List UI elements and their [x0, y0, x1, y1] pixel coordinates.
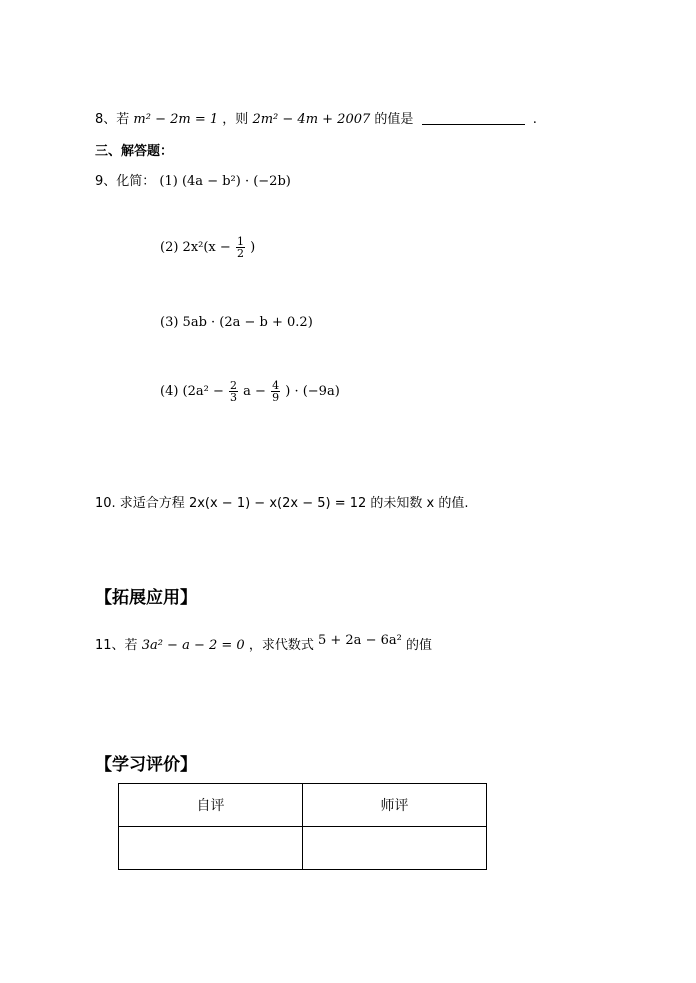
question-10: 10. 求适合方程 2x(x − 1) − x(2x − 5) = 12 的未知数 x 的值. [95, 496, 469, 511]
evaluation-table [118, 783, 487, 870]
q9-p4-denominator-1: 3 [230, 391, 238, 404]
q8-expression: 2m² − 4m + 2007 [252, 112, 371, 127]
q11-prefix: 11、若 [95, 638, 138, 653]
teacher-evaluation-cell[interactable] [303, 827, 487, 870]
table-header-row [119, 784, 487, 827]
question-8 [95, 108, 537, 127]
question-9 [95, 170, 291, 189]
q9-part-2-pre: (2) 2x²(x − [160, 240, 231, 255]
teacher-evaluation-header: 师评 [303, 784, 487, 827]
q8-prefix: 8、若 [95, 112, 130, 127]
q11-condition: 3a² − a − 2 = 0 [141, 638, 245, 653]
q9-part-2 [160, 236, 255, 259]
q9-part-4 [160, 380, 340, 403]
q9-part-3: (3) 5ab · (2a − b + 0.2) [160, 315, 313, 330]
self-evaluation-cell[interactable] [119, 827, 303, 870]
section-evaluation-title: 【学习评价】 [95, 755, 197, 775]
q8-answer-blank[interactable] [422, 124, 525, 125]
q8-suffix: 的值是 [374, 112, 414, 127]
q9-part-4-post: ) · (−9a) [285, 384, 340, 399]
q9-part-4-mid: a − [243, 384, 266, 399]
section-3-title: 三、解答题： [95, 144, 174, 159]
question-11 [95, 634, 432, 653]
q11-expression: 5 + 2a − 6a² [317, 633, 402, 648]
self-evaluation-header: 自评 [119, 784, 303, 827]
q9-part-4-pre: (4) (2a² − [160, 384, 224, 399]
q8-condition: m² − 2m = 1 [133, 112, 219, 127]
q9-part-2-post: ) [250, 240, 256, 255]
fraction-two-thirds [229, 380, 238, 403]
fraction-four-ninths [271, 380, 280, 403]
fraction-one-half [236, 236, 245, 259]
q11-mid: ，求代数式 [248, 638, 314, 653]
q11-suffix: 的值 [405, 638, 432, 653]
section-extension-title: 【拓展应用】 [95, 588, 197, 608]
q9-p4-denominator-2: 9 [272, 391, 280, 404]
q8-mid: ，则 [222, 112, 249, 127]
q9-p2-numerator: 1 [236, 235, 244, 248]
table-row [119, 827, 487, 870]
q9-p2-denominator: 2 [236, 247, 244, 260]
q9-p4-numerator-2: 4 [272, 379, 280, 392]
q8-end: . [532, 112, 537, 127]
q9-p4-numerator-1: 2 [230, 379, 238, 392]
q9-label: 9、化简： [95, 174, 156, 189]
q9-part-1: (1) (4a − b²) · (−2b) [159, 174, 291, 189]
